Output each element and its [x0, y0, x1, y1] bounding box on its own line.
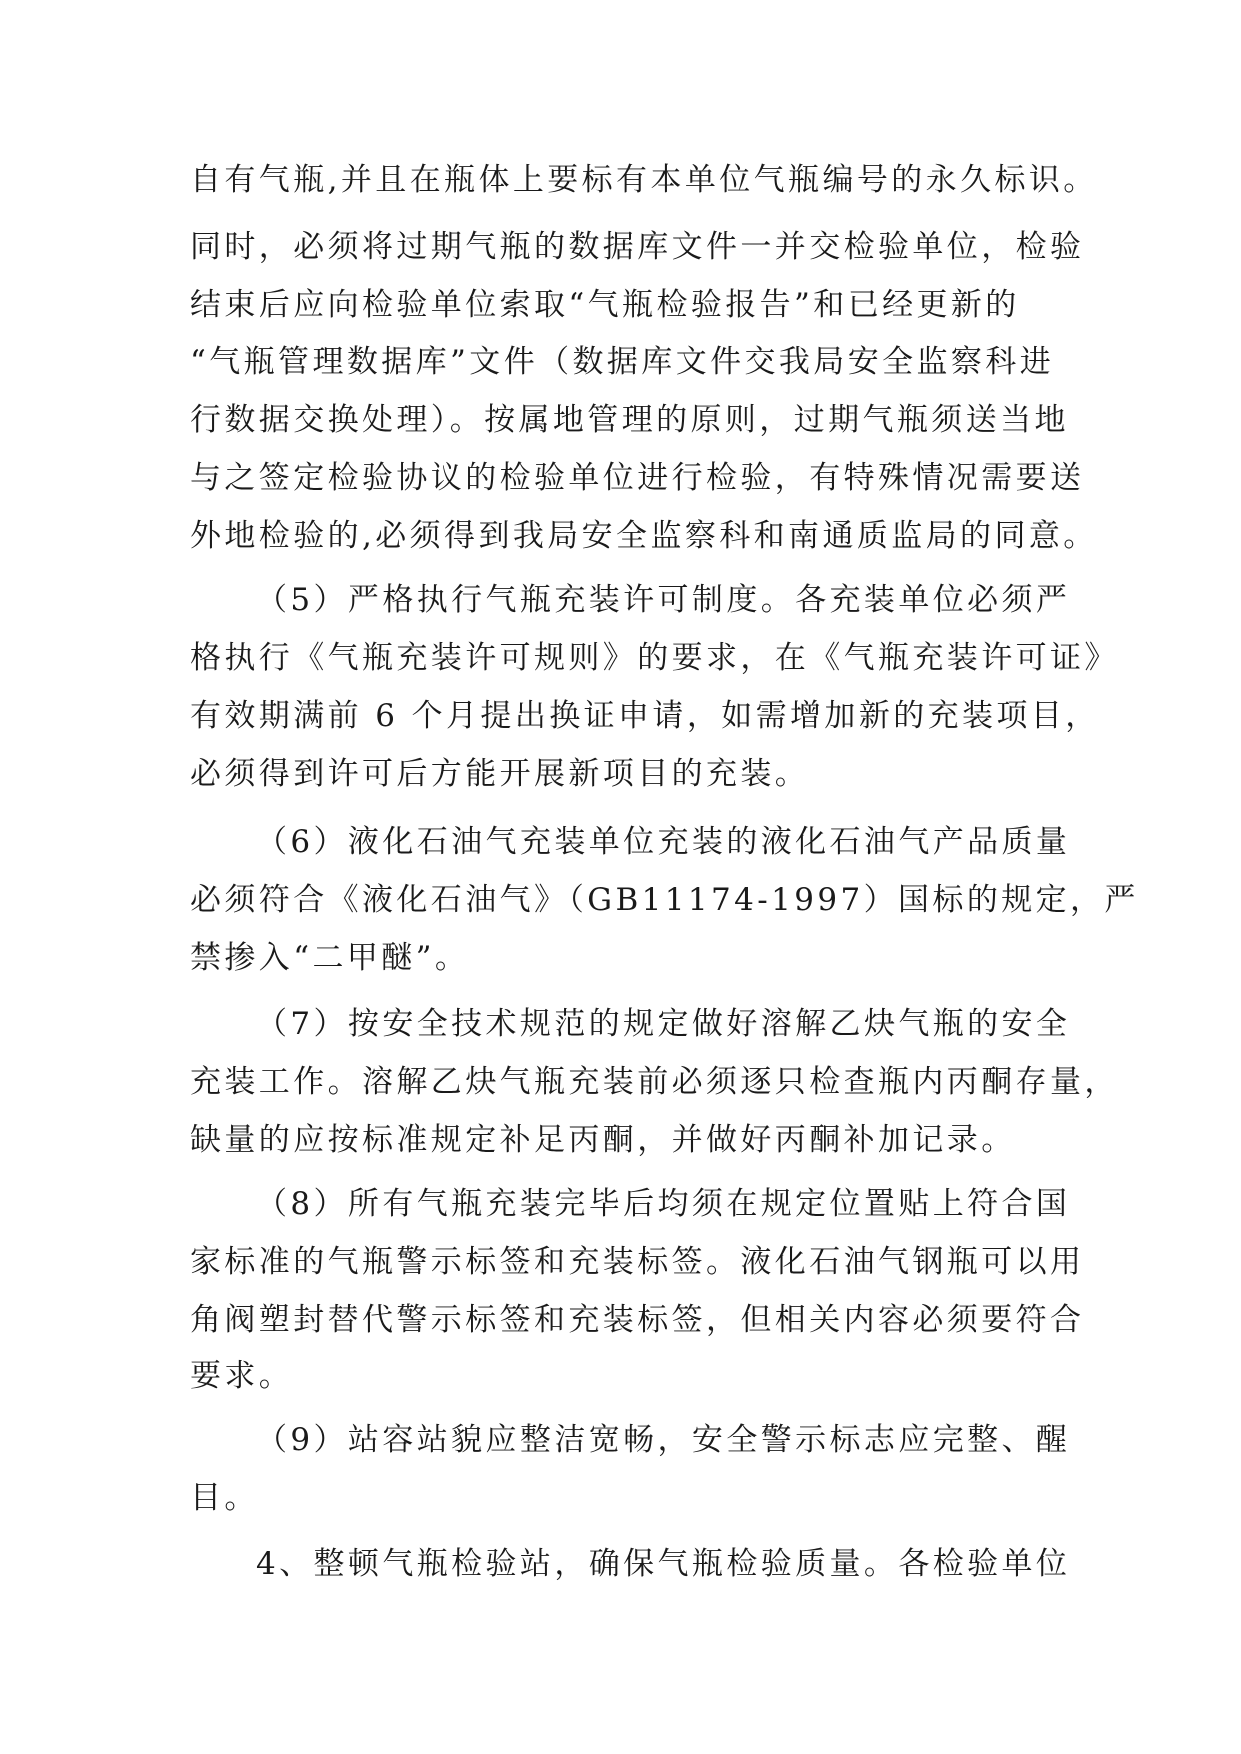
paragraph-6-line-1: （6）液化石油气充装单位充装的液化石油气产品质量 — [256, 824, 1071, 860]
text-line-4: “气瓶管理数据库”文件（数据库文件交我局安全监察科进 — [190, 344, 1055, 380]
text-line-6: 与之签定检验协议的检验单位进行检验，有特殊情况需要送 — [190, 460, 1085, 496]
paragraph-7-line-2: 充装工作。溶解乙炔气瓶充装前必须逐只检查瓶内丙酮存量， — [190, 1064, 1119, 1100]
paragraph-5-line-4: 必须得到许可后方能开展新项目的充装。 — [190, 756, 810, 792]
paragraph-5-line-1: （5）严格执行气瓶充装许可制度。各充装单位必须严 — [256, 582, 1071, 618]
text-line-1: 自有气瓶,并且在瓶体上要标有本单位气瓶编号的永久标识。 — [190, 162, 1098, 198]
paragraph-9-line-2: 目。 — [190, 1480, 259, 1516]
text-line-2: 同时，必须将过期气瓶的数据库文件一并交检验单位，检验 — [190, 229, 1085, 265]
paragraph-7-line-3: 缺量的应按标准规定补足丙酮，并做好丙酮补加记录。 — [190, 1122, 1016, 1158]
paragraph-6-line-2: 必须符合《液化石油气》（GB11174-1997）国标的规定，严 — [190, 882, 1139, 918]
paragraph-5-line-2: 格执行《气瓶充装许可规则》的要求，在《气瓶充装许可证》 — [190, 640, 1119, 676]
section-4-line-1: 4、整顿气瓶检验站，确保气瓶检验质量。各检验单位 — [256, 1546, 1071, 1582]
text-line-5: 行数据交换处理）。按属地管理的原则，过期气瓶须送当地 — [190, 402, 1069, 438]
paragraph-5-line-3: 有效期满前 6 个月提出换证申请，如需增加新的充装项目， — [190, 698, 1100, 734]
paragraph-6-line-3: 禁掺入“二甲醚”。 — [190, 940, 470, 976]
paragraph-9-line-1: （9）站容站貌应整洁宽畅，安全警示标志应完整、醒 — [256, 1422, 1071, 1458]
text-line-7: 外地检验的,必须得到我局安全监察科和南通质监局的同意。 — [190, 518, 1098, 554]
paragraph-8-line-1: （8）所有气瓶充装完毕后均须在规定位置贴上符合国 — [256, 1186, 1071, 1222]
paragraph-8-line-3: 角阀塑封替代警示标签和充装标签，但相关内容必须要符合 — [190, 1302, 1085, 1338]
text-line-3: 结束后应向检验单位索取“气瓶检验报告”和已经更新的 — [190, 287, 1020, 323]
paragraph-7-line-1: （7）按安全技术规范的规定做好溶解乙炔气瓶的安全 — [256, 1006, 1071, 1042]
paragraph-8-line-4: 要求。 — [190, 1358, 294, 1394]
paragraph-8-line-2: 家标准的气瓶警示标签和充装标签。液化石油气钢瓶可以用 — [190, 1244, 1085, 1280]
